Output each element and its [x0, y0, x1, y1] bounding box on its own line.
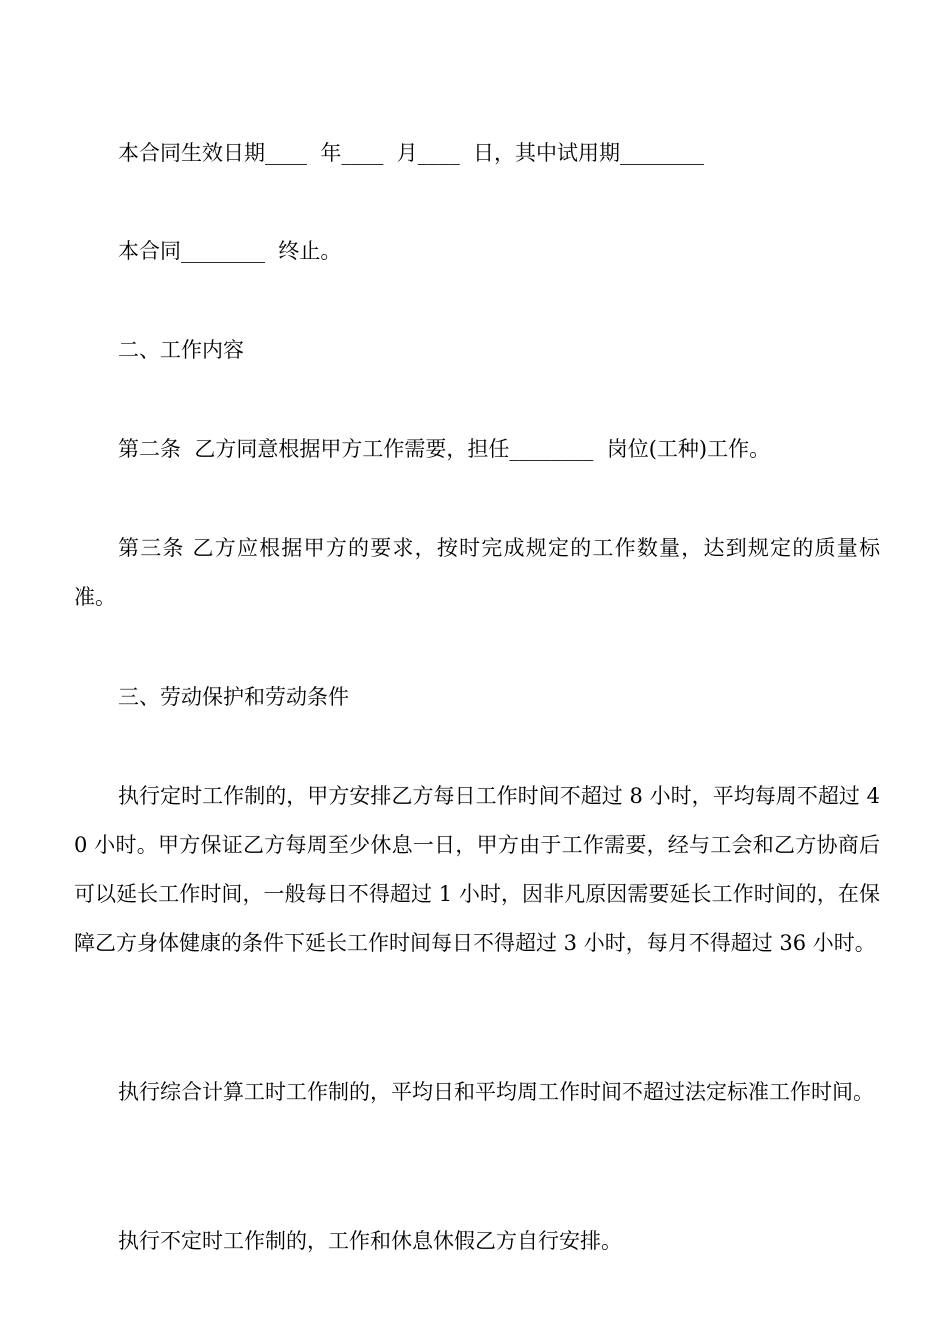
- paragraph-article-3: 第三条 乙方应根据甲方的要求，按时完成规定的工作数量，达到规定的质量标准。: [74, 536, 880, 609]
- paragraph-comprehensive-hours: 执行综合计算工时工作制的，平均日和平均周工作时间不超过法定标准工作时间。: [118, 1080, 874, 1104]
- section-heading-labor-protection: 三、劳动保护和劳动条件: [118, 685, 349, 709]
- paragraph-flexible-hours: 执行不定时工作制的，工作和休息休假乙方自行安排。: [118, 1229, 622, 1253]
- section-heading-work-content: 二、工作内容: [118, 338, 244, 362]
- paragraph-fixed-hours: 执行定时工作制的，甲方安排乙方每日工作时间不超过 8 小时，平均每周不超过 40 小时。甲方保证乙方每周至少休息一日，甲方由于工作需要，经与工会和乙方协商后可以延长工作时间，一般每日不得超过 1 小时，因非凡原因需要延长工作时间的，在保障乙方身体健康的条件下延长工作时间每日不得超过 3 小时，每月不得超过 36 小时。: [74, 784, 880, 955]
- paragraph-effective-date: 本合同生效日期____ 年____ 月____ 日，其中试用期________: [118, 141, 705, 165]
- paragraph-termination: 本合同________ 终止。: [118, 239, 342, 263]
- paragraph-article-2: 第二条 乙方同意根据甲方工作需要，担任________ 岗位(工种)工作。: [118, 437, 771, 461]
